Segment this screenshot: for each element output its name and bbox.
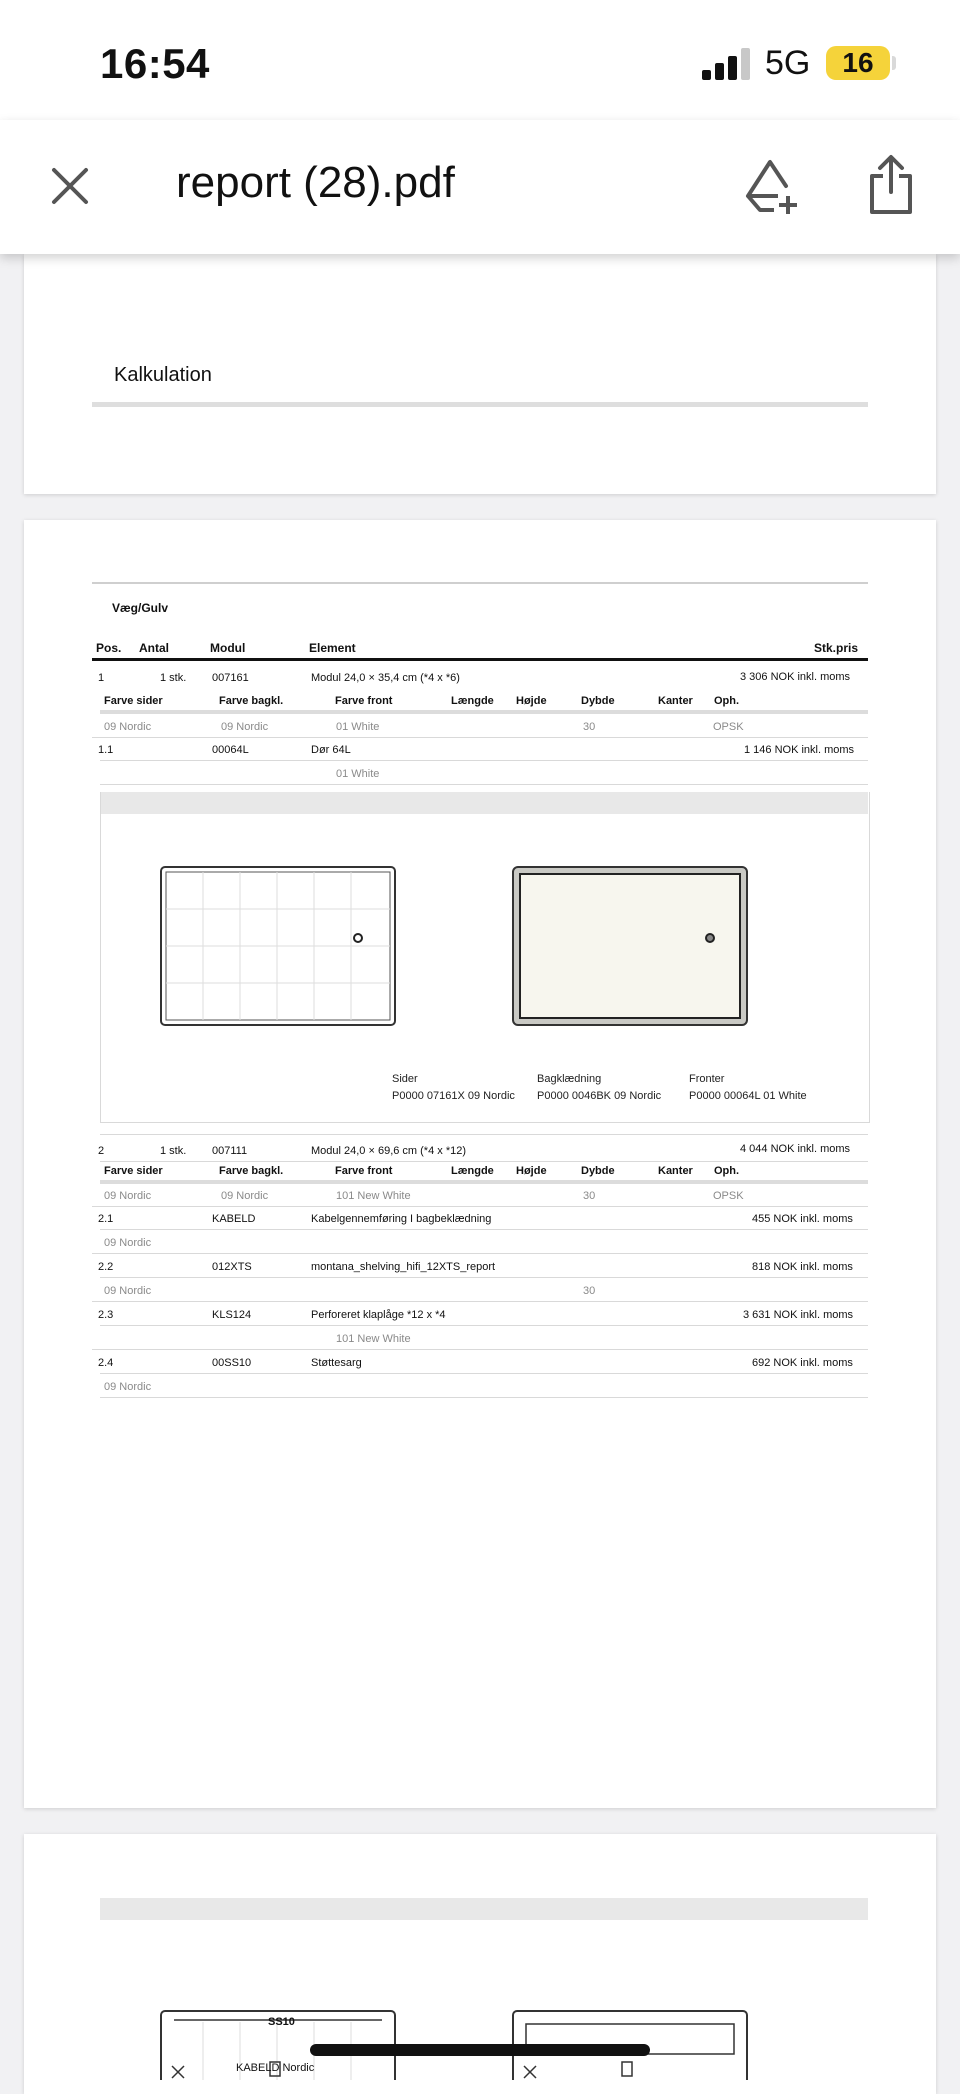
spec-bagkl-value: P0000 0046BK 09 Nordic [537, 1090, 662, 1102]
row-rule [92, 1253, 868, 1254]
item-price: 3 631 NOK inkl. moms [743, 1309, 854, 1321]
sub-header-laengde: Længde [451, 1165, 494, 1177]
divider [92, 582, 868, 584]
header-pos: Pos. [96, 641, 122, 655]
sub-header-laengde: Længde [451, 695, 494, 707]
header-antal: Antal [139, 641, 169, 655]
item-element: montana_shelving_hifi_12XTS_report [311, 1261, 496, 1273]
row-rule [92, 737, 868, 738]
item-sub: 09 Nordic [104, 1381, 152, 1393]
status-bar [0, 0, 960, 120]
row-rule [100, 760, 868, 761]
sub-header-bar [100, 710, 868, 714]
pdf-page-1 [24, 254, 936, 494]
row-rule [100, 1229, 868, 1230]
spec-bagkl-label: Bagklædning [537, 1073, 602, 1085]
sub-header-farve-front: Farve front [335, 1165, 393, 1177]
item-price: 4 044 NOK inkl. moms [740, 1143, 851, 1155]
drawing-label-mid: KABELD Nordic [236, 2062, 315, 2074]
sub-header-bar [100, 1180, 868, 1184]
row-rule [100, 1325, 868, 1326]
document-title: report (28).pdf [176, 158, 455, 207]
status-time: 16:54 [100, 40, 210, 87]
color-front: 101 New White [336, 1190, 411, 1202]
color-sider: 09 Nordic [104, 1190, 152, 1202]
item-pos: 2.1 [98, 1213, 114, 1225]
item-element: Dør 64L [311, 744, 351, 756]
item-price: 692 NOK inkl. moms [752, 1357, 853, 1369]
signal-icon [702, 48, 754, 80]
item-pos: 1 [98, 672, 105, 684]
network-type: 5G [765, 44, 811, 82]
spec-fronter-label: Fronter [689, 1073, 725, 1085]
color-dybde: 30 [583, 721, 596, 733]
item-antal: 1 stk. [160, 672, 187, 684]
item-modul: KLS124 [212, 1309, 252, 1321]
item-modul: 00SS10 [212, 1357, 252, 1369]
item-antal: 1 stk. [160, 1145, 187, 1157]
item-sub-dybde: 30 [583, 1285, 596, 1297]
drawing-band [100, 1898, 868, 1920]
header-element: Element [309, 641, 356, 655]
item-modul: 007111 [212, 1145, 248, 1157]
close-icon[interactable] [48, 164, 92, 208]
row-rule [100, 1373, 868, 1374]
sub-header-hojde: Højde [516, 695, 547, 707]
module-wireframe-drawing [160, 866, 396, 1026]
color-dybde: 30 [583, 1190, 596, 1202]
pdf-page-2 [24, 520, 936, 1808]
sub-header-kanter: Kanter [658, 695, 693, 707]
module-front-drawing [512, 866, 748, 1026]
sub-header-farve-front: Farve front [335, 695, 393, 707]
sub-header-farve-sider: Farve sider [104, 1165, 163, 1177]
color-oph: OPSK [713, 1190, 744, 1202]
item-element: Støttesarg [311, 1357, 362, 1369]
sub-header-oph: Oph. [714, 695, 740, 707]
row-rule [100, 1277, 868, 1278]
item-sub: 101 New White [336, 1333, 411, 1345]
sub-header-oph: Oph. [714, 1165, 740, 1177]
item-sub: 09 Nordic [104, 1237, 152, 1249]
item-element: Perforeret klaplåge *12 x *4 [311, 1309, 446, 1321]
item-sub: 09 Nordic [104, 1285, 152, 1297]
item-element: Kabelgennemføring I bagbeklædning [311, 1213, 492, 1225]
row-rule [92, 1349, 868, 1350]
row-rule [92, 1206, 868, 1207]
item-price: 818 NOK inkl. moms [752, 1261, 853, 1273]
color-bagkl: 09 Nordic [221, 721, 269, 733]
spec-sider-value: P0000 07161X 09 Nordic [392, 1090, 515, 1102]
share-icon[interactable] [866, 154, 916, 216]
header-rule [92, 658, 868, 661]
header-price: Stk.pris [814, 641, 859, 655]
sub-header-farve-bagkl: Farve bagkl. [219, 1165, 284, 1177]
markup-icon[interactable] [740, 156, 802, 216]
item-pos: 2.2 [98, 1261, 114, 1273]
sub-header-dybde: Dybde [581, 695, 615, 707]
sub-header-kanter: Kanter [658, 1165, 693, 1177]
item-pos: 2.3 [98, 1309, 114, 1321]
color-front: 01 White [336, 721, 380, 733]
row-rule [100, 1134, 868, 1135]
item-element: Modul 24,0 × 35,4 cm (*4 x *6) [311, 672, 460, 684]
item-pos: 2.4 [98, 1357, 114, 1369]
sub-header-farve-bagkl: Farve bagkl. [219, 695, 284, 707]
item-modul: 00064L [212, 744, 249, 756]
pdf-toolbar [0, 120, 960, 254]
drawing-label-top: SS10 [268, 2016, 295, 2028]
spec-sider-label: Sider [392, 1073, 418, 1085]
battery-icon: 16 [826, 46, 890, 80]
spec-fronter-value: P0000 00064L 01 White [689, 1090, 807, 1102]
row-rule [100, 1397, 868, 1398]
color-sider: 09 Nordic [104, 721, 152, 733]
item-modul: 007161 [212, 672, 249, 684]
row-rule [100, 1161, 868, 1162]
item-price: 455 NOK inkl. moms [752, 1213, 853, 1225]
row-rule [100, 784, 868, 785]
sub-header-hojde: Højde [516, 1165, 547, 1177]
divider [92, 402, 868, 407]
color-oph: OPSK [713, 721, 744, 733]
item-pos: 2 [98, 1145, 105, 1157]
sub-header-farve-sider: Farve sider [104, 695, 163, 707]
item-element: Modul 24,0 × 69,6 cm (*4 x *12) [311, 1145, 466, 1157]
header-modul: Modul [210, 641, 246, 655]
row-rule [92, 1301, 868, 1302]
item-modul: 012XTS [212, 1261, 252, 1273]
section-label: Væg/Gulv [112, 601, 169, 615]
home-indicator[interactable] [310, 2044, 650, 2056]
item-sub: 01 White [336, 768, 380, 780]
battery-tip [892, 56, 896, 70]
sub-header-dybde: Dybde [581, 1165, 615, 1177]
page-title: Kalkulation [114, 364, 212, 386]
item-modul: KABELD [212, 1213, 256, 1225]
item-price: 1 146 NOK inkl. moms [744, 744, 855, 756]
color-bagkl: 09 Nordic [221, 1190, 269, 1202]
item-pos: 1.1 [98, 744, 114, 756]
item-price: 3 306 NOK inkl. moms [740, 671, 851, 683]
